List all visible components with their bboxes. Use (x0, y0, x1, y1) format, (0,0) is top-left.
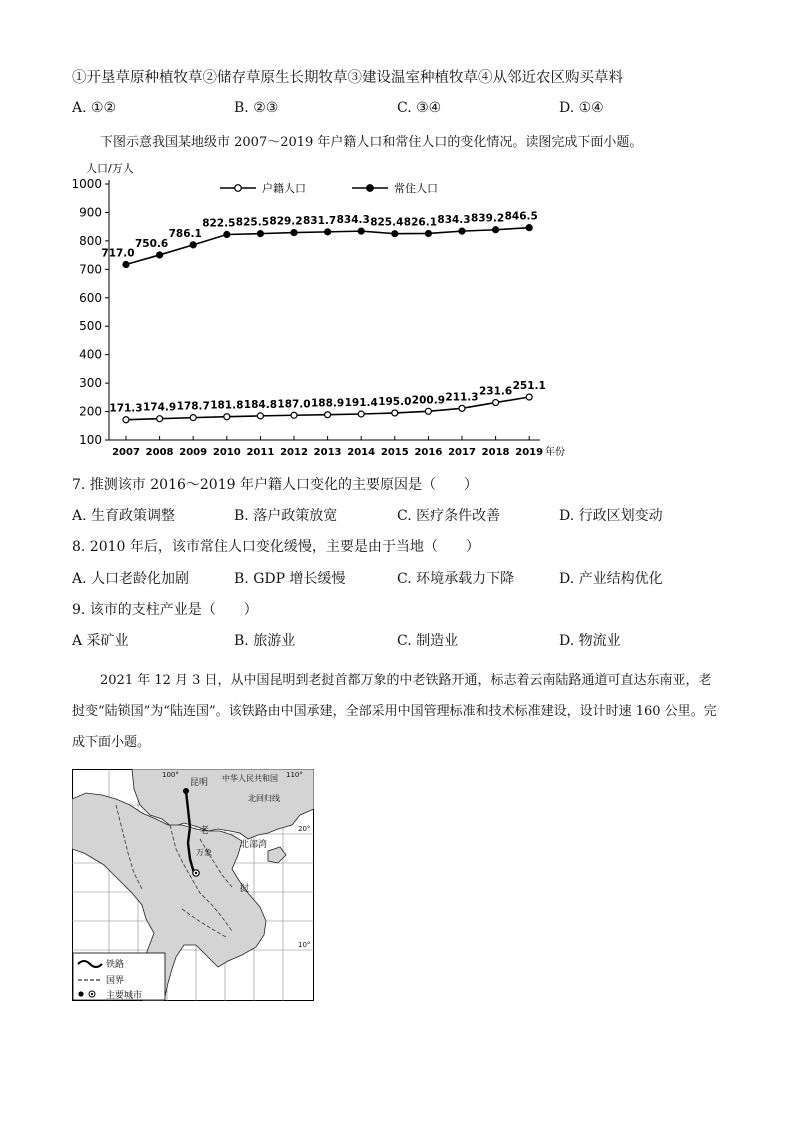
legend-railway: 铁路 (106, 960, 125, 970)
data-point (224, 231, 230, 237)
map-label-char: 挝 (240, 884, 250, 894)
data-point (358, 411, 364, 417)
data-label: 750.6 (134, 237, 169, 250)
map-label-lat10: 10° (298, 941, 311, 949)
legend-marker (235, 185, 242, 192)
y-tick-label: 1000 (71, 177, 102, 191)
map-label-vientiane: 万象 (196, 848, 212, 857)
x-tick-label: 2018 (481, 447, 510, 458)
data-label: 181.8 (210, 399, 244, 412)
y-tick-label: 500 (79, 319, 102, 334)
data-point (425, 408, 431, 414)
x-tick-label: 2017 (448, 447, 476, 458)
q9-option-c[interactable]: C. 制造业 (397, 633, 459, 649)
x-tick-label: 2007 (112, 447, 140, 458)
q7-option-b[interactable]: B. 落户政策放宽 (234, 508, 338, 524)
q8-stem: 8. 2010 年后，该市常住人口变化缓慢，主要是由于当地（ ） (72, 539, 480, 555)
data-point (392, 231, 398, 237)
x-tick-label: 2014 (347, 447, 376, 458)
data-label: 829.2 (269, 215, 303, 228)
data-point (157, 252, 163, 258)
data-label: 825.4 (370, 216, 404, 229)
data-label: 200.9 (411, 394, 446, 407)
legend-city: 主要城市 (106, 991, 143, 1001)
map-label-gulf: 北部湾 (240, 840, 268, 850)
prev-option-c[interactable]: C. ③④ (397, 100, 442, 116)
data-label: 834.3 (437, 214, 471, 227)
map-label-tropic: 北回归线 (248, 794, 280, 803)
population-line-chart (0, 155, 794, 465)
q7-stem: 7. 推测该市 2016～2019 年户籍人口变化的主要原因是（ ） (72, 477, 478, 493)
map-label-lon110: 110° (286, 771, 303, 779)
data-label: 786.1 (168, 227, 202, 240)
data-point (291, 412, 297, 418)
x-tick-label: 2013 (313, 447, 342, 458)
data-label: 187.0 (277, 398, 311, 411)
q8-option-d[interactable]: D. 产业结构优化 (559, 571, 663, 587)
prev-option-a[interactable]: A. ①② (72, 100, 117, 116)
data-point (257, 231, 263, 237)
data-label: 178.7 (176, 400, 210, 413)
data-point (392, 410, 398, 416)
legend-marker (367, 185, 374, 192)
data-label: 188.9 (310, 397, 345, 410)
data-point (425, 230, 431, 236)
x-tick-label: 2019 (515, 447, 544, 458)
data-point (358, 228, 364, 234)
x-axis-label: 年份 (545, 447, 565, 458)
q8-option-a[interactable]: A. 人口老龄化加剧 (72, 571, 190, 587)
data-point (190, 415, 196, 421)
data-label: 195.0 (378, 395, 412, 408)
data-point (257, 413, 263, 419)
data-point (291, 230, 297, 236)
q8-option-b[interactable]: B. GDP 增长缓慢 (234, 571, 346, 587)
data-label: 191.4 (344, 397, 378, 410)
map-label-lon100: 100° (162, 771, 179, 779)
data-point (526, 225, 532, 231)
q9-option-b[interactable]: B. 旅游业 (234, 633, 296, 649)
x-tick-label: 2012 (280, 447, 308, 458)
data-point (123, 417, 129, 423)
data-label: 839.2 (470, 212, 505, 225)
data-label: 826.1 (403, 216, 438, 229)
railway-passage: 2021 年 12 月 3 日，从中国昆明到老挝首都万象的中老铁路开通，标志着云南陆路通道可直达东南亚，老挝变“陆锁国”为“陆连国”。该铁路由中国承建，全部采用中国管理标准和技术标准建设，设计时速 160 公里。完成下面小题。 (72, 673, 717, 750)
q9-option-a[interactable]: A 采矿业 (72, 633, 129, 649)
y-tick-label: 200 (79, 404, 102, 419)
y-tick-label: 100 (79, 433, 102, 447)
data-point (190, 242, 196, 248)
data-label: 231.6 (478, 385, 513, 398)
q9-stem: 9. 该市的支柱产业是（ ） (72, 602, 258, 618)
prev-option-d[interactable]: D. ①④ (559, 100, 604, 116)
data-point (459, 405, 465, 411)
y-tick-label: 800 (79, 233, 102, 248)
data-label: 717.0 (101, 247, 135, 260)
data-point (526, 394, 532, 400)
legend-label: 户籍人口 (262, 182, 306, 195)
x-tick-label: 2016 (414, 447, 443, 458)
data-point (325, 412, 331, 418)
q7-option-c[interactable]: C. 医疗条件改善 (397, 508, 501, 524)
data-point (224, 414, 230, 420)
data-point (325, 229, 331, 235)
data-label: 184.8 (243, 398, 278, 411)
y-tick-label: 600 (79, 290, 102, 305)
map-legend (73, 953, 165, 1001)
kunming-marker (183, 788, 189, 794)
x-tick-label: 2015 (380, 447, 409, 458)
chart-intro: 下图示意我国某地级市 2007～2019 年户籍人口和常住人口的变化情况。读图完成下面小题。 (100, 135, 643, 150)
q7-option-a[interactable]: A. 生育政策调整 (72, 508, 176, 524)
data-point (123, 261, 129, 267)
data-point (459, 228, 465, 234)
q8-option-c[interactable]: C. 环境承载力下降 (397, 571, 515, 587)
y-tick-label: 300 (79, 376, 102, 391)
map-label-kunming: 昆明 (190, 778, 209, 788)
x-tick-label: 2009 (179, 447, 208, 458)
china-laos-railway-map (72, 769, 314, 1001)
data-label: 211.3 (445, 391, 479, 404)
y-tick-label: 900 (79, 205, 102, 220)
legend-label: 常住人口 (394, 182, 438, 195)
map-label-lat20: 20° (298, 825, 311, 833)
x-tick-label: 2010 (212, 447, 241, 458)
legend-border: 国界 (106, 976, 125, 986)
data-label: 174.9 (142, 401, 177, 414)
data-label: 171.3 (109, 402, 143, 415)
x-tick-label: 2011 (246, 447, 275, 458)
data-label: 831.7 (302, 214, 337, 227)
data-point (157, 416, 163, 422)
q9-option-d[interactable]: D. 物流业 (559, 633, 621, 649)
y-tick-label: 400 (79, 347, 102, 362)
prev-question-stem: ①开垦草原种植牧草②储存草原生长期牧草③建设温室种植牧草④从邻近农区购买草料 (72, 70, 623, 86)
city-legend-dot (78, 991, 83, 996)
y-axis-label: 人口/万人 (86, 162, 134, 175)
y-tick-label: 700 (79, 262, 102, 277)
data-point (493, 227, 499, 233)
map-label-laos: 老 (200, 826, 210, 836)
data-label: 251.1 (512, 380, 546, 393)
data-label: 822.5 (202, 217, 236, 230)
data-label: 846.5 (504, 210, 538, 223)
prev-option-b[interactable]: B. ②③ (234, 100, 279, 116)
data-label: 834.3 (336, 214, 370, 227)
data-label: 825.5 (235, 216, 270, 229)
map-label-china: 中华人民共和国 (222, 774, 278, 783)
data-point (493, 400, 499, 406)
q7-option-d[interactable]: D. 行政区划变动 (559, 508, 663, 524)
x-tick-label: 2008 (145, 447, 174, 458)
